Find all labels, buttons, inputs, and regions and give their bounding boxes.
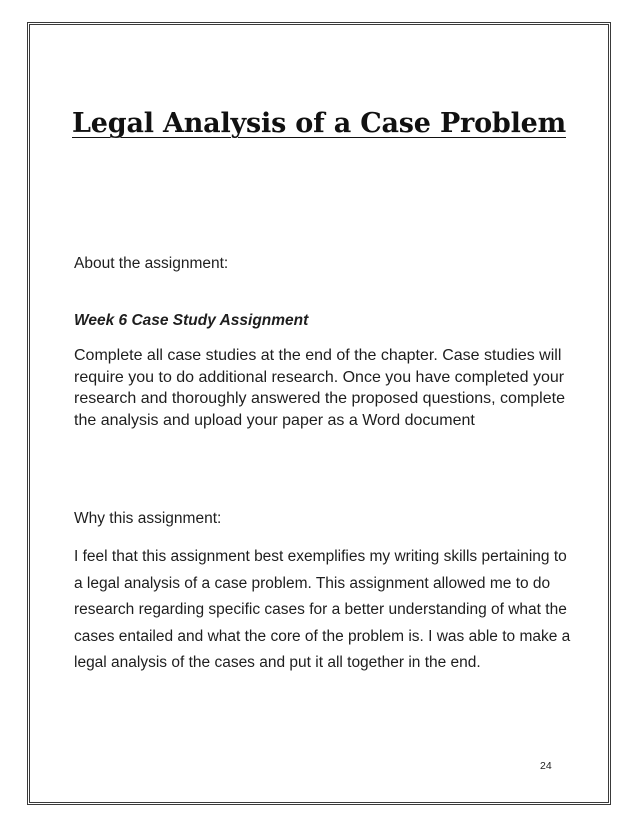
page-number: 24 [540,760,552,772]
page-title-text: Legal Analysis of a Case Problem [72,108,566,139]
assignment-heading: Week 6 Case Study Assignment [74,312,309,329]
about-label: About the assignment: [74,255,229,272]
page-title [0,108,638,139]
assignment-description: Complete all case studies at the end of the chapter. Case studies will require you to do additional research. Once you have completed your research and thoroughly answered the proposed questions, complete the analysis and upload your paper as a Word document [74,347,565,429]
why-label: Why this assignment: [74,510,222,527]
why-body: I feel that this assignment best exemplifies my writing skills pertaining to a legal analysis of a case problem. This assignment allowed me to do research regarding specific cases for a better understanding of what the cases entailed and what the core of the problem is. I was able to make a legal analysis of the cases and put it all together in the end. [74,548,571,671]
